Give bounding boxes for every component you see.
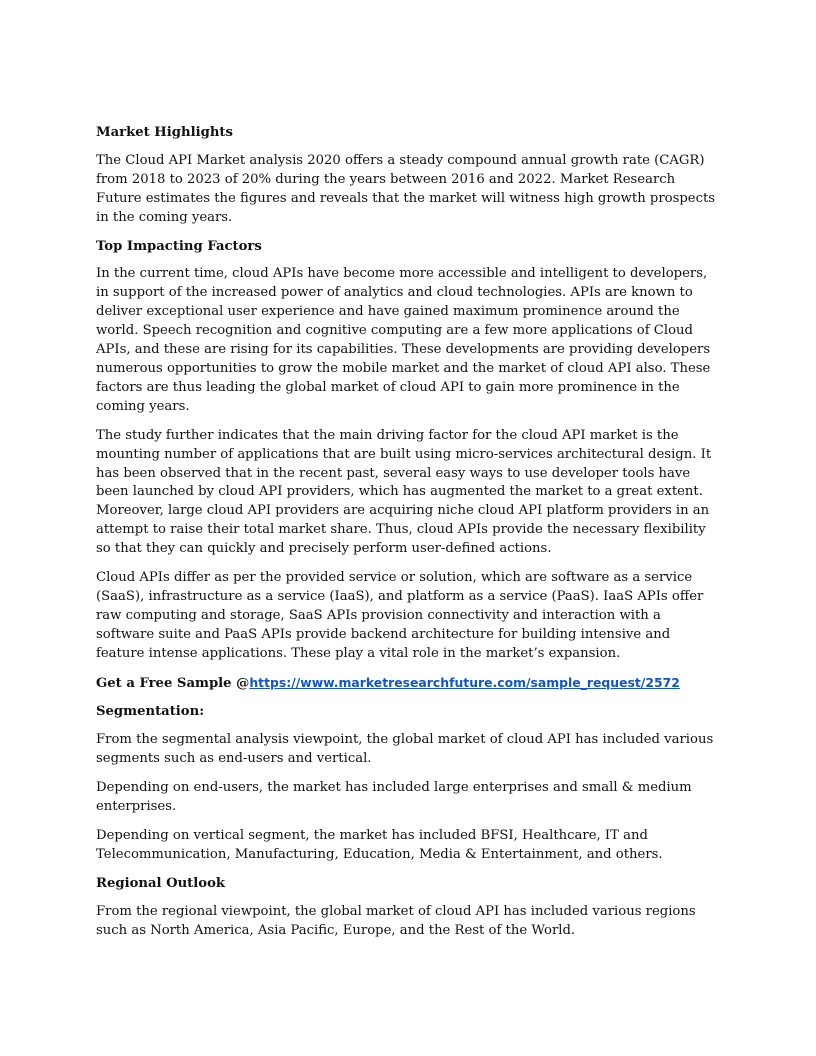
document-page	[96, 124, 720, 951]
top-impacting-factors-heading: Top Impacting Factors	[96, 238, 262, 254]
free-sample-line	[96, 674, 720, 694]
segmentation-paragraph-1: From the segmental analysis viewpoint, the global market of cloud API has included various segments such as end-users and vertical.	[96, 732, 714, 767]
sample-request-link[interactable]: https://www.marketresearchfuture.com/sample_request/2572	[249, 674, 680, 690]
segmentation-paragraph-2: Depending on end-users, the market has included large enterprises and small & medium enterprises.	[96, 780, 692, 815]
segmentation-heading: Segmentation:	[96, 704, 205, 720]
regional-outlook-heading: Regional Outlook	[96, 875, 226, 891]
impacting-factors-paragraph-3: Cloud APIs differ as per the provided service or solution, which are software as a service (SaaS), infrastructure as a service (IaaS), and platform as a service (PaaS). IaaS APIs offer raw computing and storage, SaaS APIs provision connectivity and interaction with a software suite and PaaS APIs provide backend architecture for building intensive and feature intense applications. These play a vital role in the market’s expansion.	[96, 570, 704, 661]
market-highlights-paragraph: The Cloud API Market analysis 2020 offers a steady compound annual growth rate (CAGR) from 2018 to 2023 of 20% during the years between 2016 and 2022. Market Research Future estimates the figures and reveals that the market will witness high growth prospects in the coming years.	[96, 152, 716, 225]
regional-outlook-paragraph: From the regional viewpoint, the global market of cloud API has included various regions such as North America, Asia Pacific, Europe, and the Rest of the World.	[96, 903, 696, 938]
impacting-factors-paragraph-1: In the current time, cloud APIs have become more accessible and intelligent to developers, in support of the increased power of analytics and cloud technologies. APIs are known to deliver exceptional user experience and have gained maximum prominence around the world. Speech recognition and cognitive computing are a few more applications of Cloud APIs, and these are rising for its capabilities. These developments are providing developers numerous opportunities to grow the mobile market and the market of cloud API also. These factors are thus leading the global market of cloud API to gain more prominence in the coming years.	[96, 266, 711, 414]
impacting-factors-paragraph-2: The study further indicates that the main driving factor for the cloud API market is the mounting number of applications that are built using micro-services architectural design. It has been observed that in the recent past, several easy ways to use developer tools have been launched by cloud API providers, which has augmented the market to a great extent. Moreover, large cloud API providers are acquiring niche cloud API platform providers in an attempt to raise their total market share. Thus, cloud APIs provide the necessary flexibility so that they can quickly and precisely perform user-defined actions.	[96, 427, 712, 557]
segmentation-paragraph-3: Depending on vertical segment, the market has included BFSI, Healthcare, IT and Telecommunication, Manufacturing, Education, Media & Entertainment, and others.	[96, 828, 663, 862]
free-sample-prefix: Get a Free Sample @	[96, 675, 250, 691]
market-highlights-heading: Market Highlights	[96, 125, 233, 140]
